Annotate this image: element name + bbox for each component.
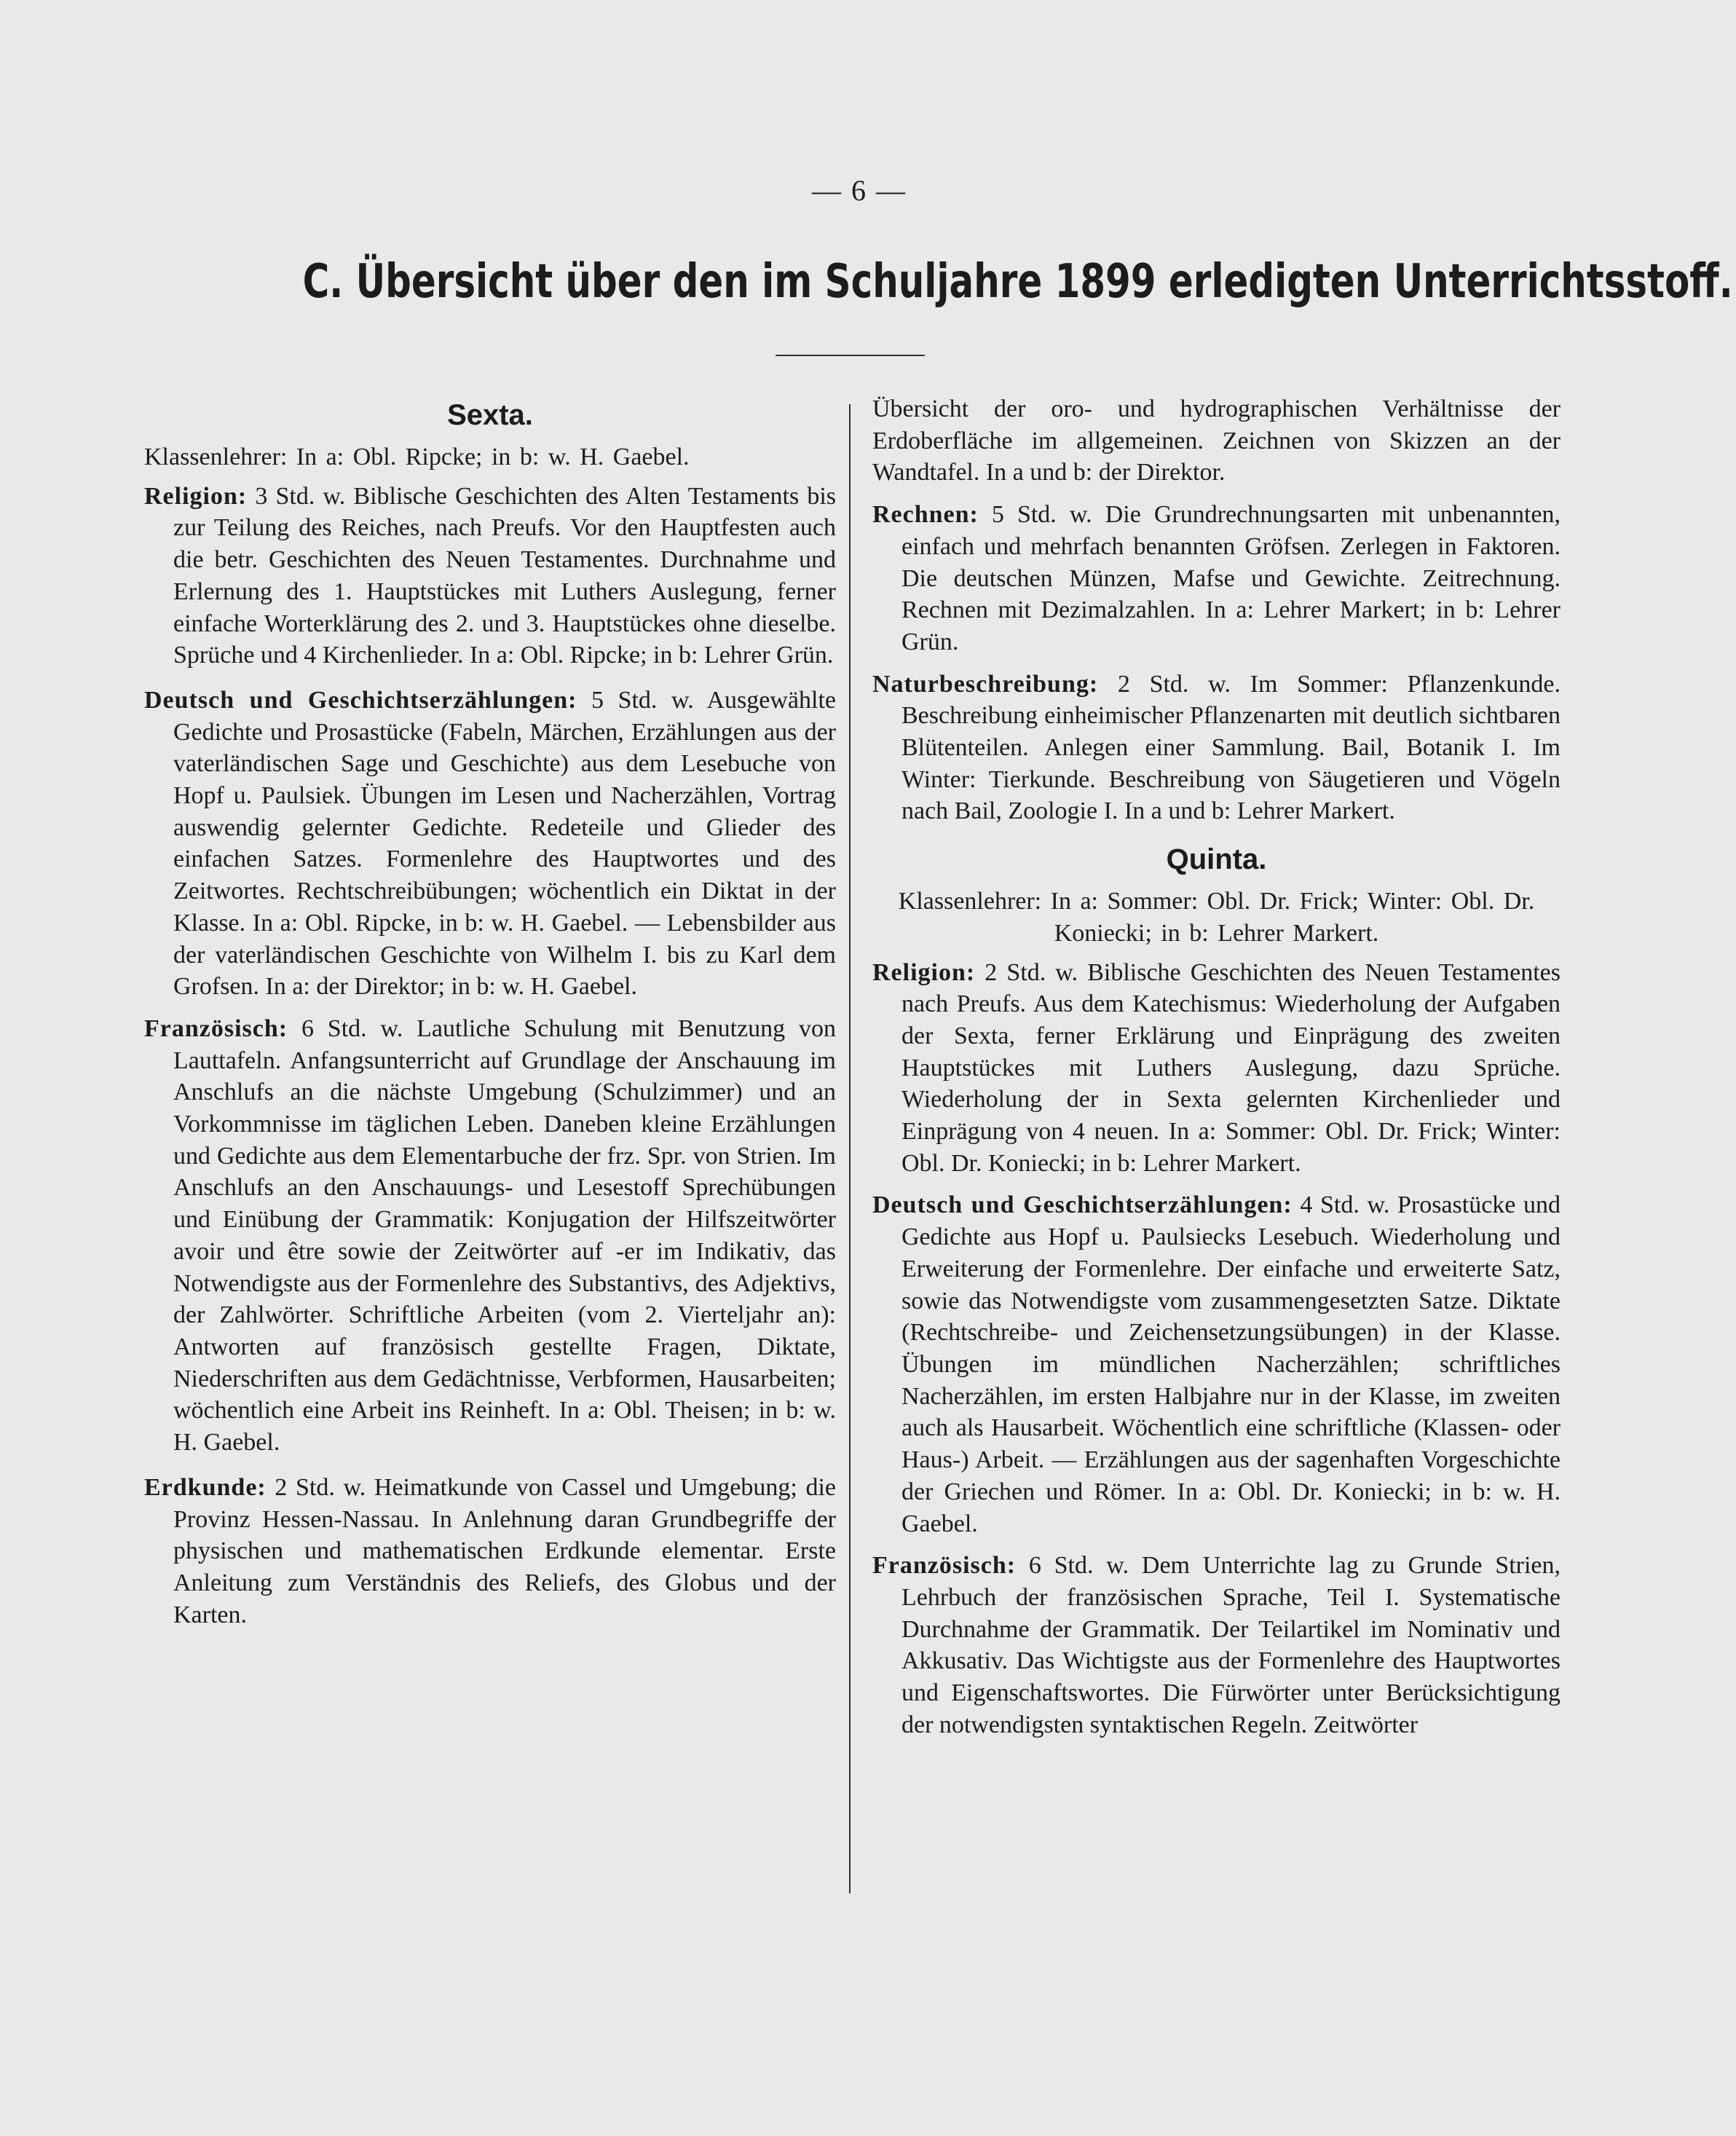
class-teacher-quinta: Klassenlehrer: In a: Sommer: Obl. Dr. Frick; Winter: Obl. Dr. Koniecki; in b: Lehrer Markert.	[898, 888, 1535, 947]
subject-deutsch-sexta	[144, 685, 836, 1003]
subject-erdkunde-sexta	[144, 1472, 836, 1631]
subject-rechnen-sexta	[872, 499, 1561, 658]
subject-text: 4 Std. w. Prosastücke und Gedichte aus Hopf u. Paulsiecks Lesebuch. Wiederholung und Erweiterung der Formenlehre. Der einfache und erweiterte Satz, sowie das Notwendigste vom zusammengesetzten Satze. Diktate (Rechtschreibe- und Zeichensetzungsübungen) in der Klasse. Übungen im mündlichen Nacherzählen; schriftliches Nacherzählen, im ersten Halbjahre nur in der Klasse, im zweiten auch als Hausarbeit. Wöchentlich eine schriftliche (Klassen- oder Haus-) Arbeit. — Erzählungen aus der sagenhaften Vorgeschichte der Griechen und Römer. In a: Obl. Dr. Koniecki; in b: w. H. Gaebel.	[901, 1191, 1561, 1537]
subject-label: Französisch:	[144, 1014, 288, 1042]
class-teacher-sexta: Klassenlehrer: In a: Obl. Ripcke; in b: w. H. Gaebel.	[144, 444, 690, 470]
subject-text: 5 Std. w. Ausgewählte Gedichte und Prosastücke (Fabeln, Märchen, Erzählungen aus der vaterländischen Sage und Geschichte) aus dem Lesebuche von Hopf u. Paulsiek. Übungen im Lesen und Nacherzählen, Vortrag auswendig gelernter Gedichte. Redeteile und Glieder des einfachen Satzes. Formenlehre des Hauptwortes und des Zeitwortes. Rechtschreibübungen; wöchentlich ein Diktat in der Klasse. In a: Obl. Ripcke, in b: w. H. Gaebel. — Lebensbilder aus der vaterländischen Geschichte von Wilhelm I. bis zu Karl dem Grofsen. In a: der Direktor; in b: w. H. Gaebel.	[173, 686, 836, 1001]
subject-label: Rechnen:	[872, 501, 979, 529]
subject-text: 6 Std. w. Dem Unterrichte lag zu Grunde Strien, Lehrbuch der französischen Sprache, Teil I. Systematische Durchnahme der Grammatik. Der Teilartikel im Nominativ und Akkusativ. Das Wichtigste aus der Formenlehre des Hauptwortes und Eigenschaftswortes. Die Fürwörter unter Berücksichtigung der notwendigsten syntaktischen Regeln. Zeitwörter	[901, 1552, 1561, 1738]
subject-franzoesisch-sexta	[144, 1013, 836, 1459]
subject-text: 2 Std. w. Biblische Geschichten des Neuen Testamentes nach Preufs. Aus dem Katechismus: Wiederholung der Aufgaben der Sexta, ferner Erklärung und Einprägung des zweiten Hauptstückes mit Luthers Auslegung, dazu Sprüche. Wiederholung der in Sexta gelernten Kirchenlieder und Einprägung von 4 neuen. In a: Sommer: Obl. Dr. Frick; Winter: Obl. Dr. Koniecki; in b: Lehrer Markert.	[901, 958, 1561, 1177]
subject-text: 6 Std. w. Lautliche Schulung mit Benutzung von Lauttafeln. Anfangsunterricht auf Grundlage der Anschauung im Anschlufs an die nächste Umgebung (Schulzimmer) und an Vorkommnisse im täglichen Leben. Daneben kleine Erzählungen und Gedichte aus dem Elementarbuche der frz. Spr. von Strien. Im Anschlufs an den Anschauungs- und Lesestoff Sprechübungen und Einübung der Grammatik: Konjugation der Hilfszeitwörter avoir und être sowie der Zeitwörter auf -er im Indikativ, das Notwendigste aus der Formenlehre des Substantivs, des Adjektivs, der Zahlwörter. Schriftliche Arbeiten (vom 2. Vierteljahr an): Antworten auf französisch gestellte Fragen, Diktate, Niederschriften aus dem Gedächtnisse, Verbformen, Hausarbeiten; wöchentlich eine Arbeit ins Reinheft. In a: Obl. Theisen; in b: w. H. Gaebel.	[173, 1014, 837, 1457]
page-title: C. Übersicht über den im Schuljahre 1899 erledigten Unterrichtsstoff.	[302, 255, 1733, 309]
subject-franzoesisch-quinta	[872, 1550, 1561, 1741]
subject-text: 3 Std. w. Biblische Geschichten des Alten Testaments bis zur Teilung des Reiches, nach Preufs. Vor den Hauptfesten auch die betr. Geschichten des Neuen Testamentes. Durchnahme und Erlernung des 1. Hauptstückes mit Luthers Auslegung, ferner einfache Worterklärung des 2. und 3. Hauptstückes ohne dieselbe. Sprüche und 4 Kirchenlieder. In a: Obl. Ripcke; in b: Lehrer Grün.	[173, 482, 837, 669]
subject-deutsch-quinta	[872, 1189, 1561, 1540]
subject-label: Deutsch und Geschichtserzählungen:	[872, 1191, 1293, 1219]
section-heading-quinta: Quinta.	[1166, 843, 1267, 876]
subject-label: Religion:	[872, 958, 976, 986]
page-number: — 6 —	[812, 174, 907, 207]
subject-text: 2 Std. w. Im Sommer: Pflanzenkunde. Beschreibung einheimischer Pflanzenarten mit deutlich sichtbaren Blütenteilen. Anlegen einer Sammlung. Bail, Botanik I. Im Winter: Tierkunde. Beschreibung von Säugetieren und Vögeln nach Bail, Zoologie I. In a und b: Lehrer Markert.	[901, 670, 1561, 825]
subject-label: Erdkunde:	[144, 1473, 267, 1501]
column-divider	[849, 404, 851, 1893]
subject-label: Naturbeschreibung:	[872, 670, 1099, 698]
section-heading-sexta: Sexta.	[447, 399, 533, 431]
subject-naturbeschreibung-sexta	[872, 669, 1561, 828]
subject-label: Deutsch und Geschichtserzählungen:	[144, 686, 577, 714]
subject-label: Französisch:	[872, 1552, 1017, 1580]
right-column	[872, 393, 1561, 1751]
subject-religion-sexta	[144, 481, 836, 671]
subject-text: 2 Std. w. Heimatkunde von Cassel und Umgebung; die Provinz Hessen-Nassau. In Anlehnung daran Grundbegriffe der physischen und mathematischen Erdkunde elementar. Erste Anleitung zum Verständnis des Reliefs, des Globus und der Karten.	[173, 1473, 836, 1628]
subject-religion-quinta	[872, 957, 1561, 1180]
subject-text: 5 Std. w. Die Grundrechnungsarten mit unbenannten, einfach und mehrfach benannten Gröfsen. Zerlegen in Faktoren. Die deutschen Münzen, Mafse und Gewichte. Zeitrechnung. Rechnen mit Dezimalzahlen. In a: Lehrer Markert; in b: Lehrer Grün.	[901, 501, 1561, 655]
subject-erdkunde-continued: Übersicht der oro- und hydrographischen Verhältnisse der Erdoberfläche im allgemeinen. Zeichnen von Skizzen an der Wandtafel. In a und b: der Direktor.	[872, 395, 1561, 486]
title-rule	[776, 355, 925, 356]
subject-label: Religion:	[144, 482, 248, 510]
left-column	[144, 393, 836, 1641]
